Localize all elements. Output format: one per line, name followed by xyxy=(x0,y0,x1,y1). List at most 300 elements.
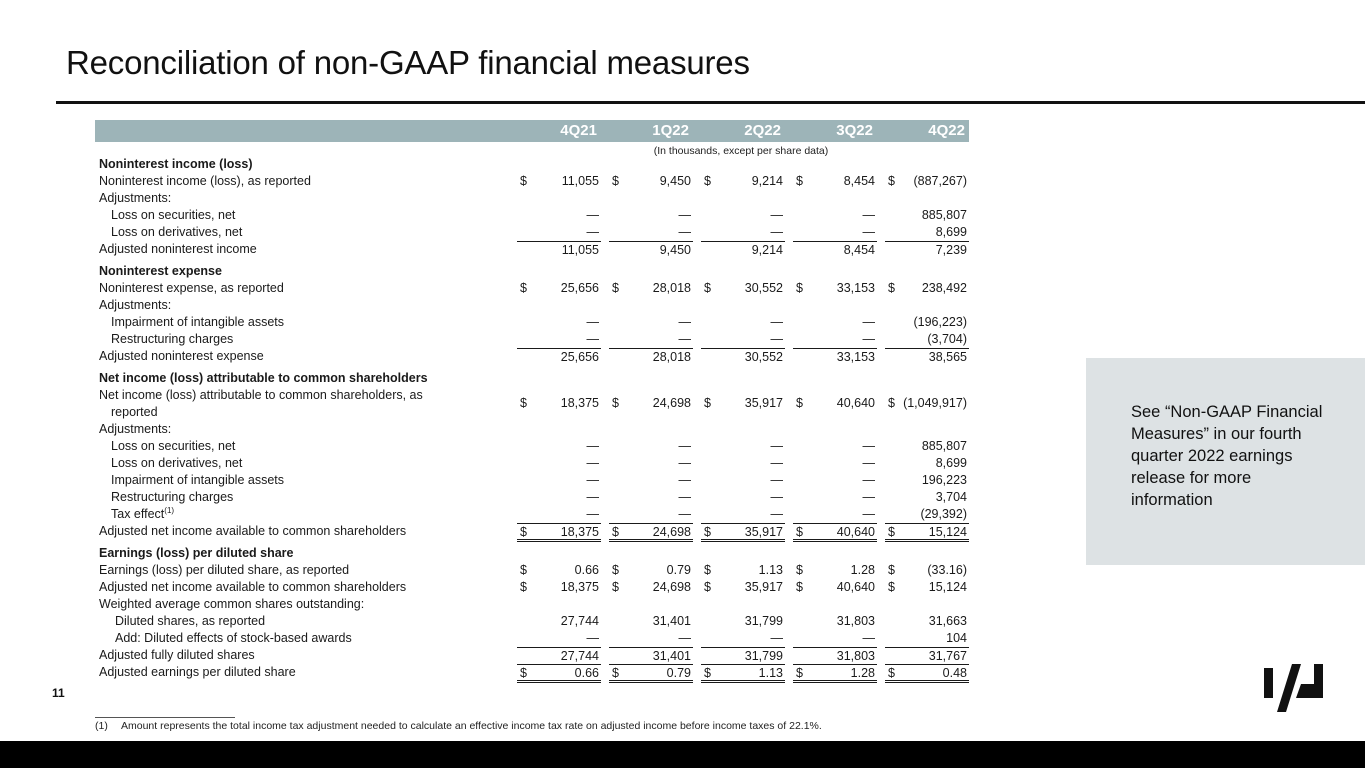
row-label-text: Adjustments: xyxy=(99,191,172,205)
value-2q22: — xyxy=(770,490,783,504)
table-row xyxy=(95,630,969,647)
value-cell xyxy=(701,455,785,472)
column-header-1q22: 1Q22 xyxy=(652,122,689,139)
value-1q22: — xyxy=(678,315,691,329)
value-3q22: — xyxy=(862,332,875,346)
value-4q22: 0.48 xyxy=(942,666,967,680)
row-label xyxy=(99,241,257,258)
row-label-text: Loss on derivatives, net xyxy=(111,225,243,239)
value-cell xyxy=(701,314,785,331)
value-1q22: — xyxy=(678,507,691,521)
value-cell xyxy=(885,207,969,224)
currency-symbol: $ xyxy=(520,396,527,410)
value-4q22: 196,223 xyxy=(921,473,967,487)
value-1q22: — xyxy=(678,208,691,222)
value-cell xyxy=(701,331,785,348)
footnote-number: (1) xyxy=(95,720,108,732)
value-cell xyxy=(885,241,969,258)
value-3q22: 40,640 xyxy=(836,396,875,410)
row-label-text: Loss on securities, net xyxy=(111,208,236,222)
logo-slash xyxy=(1277,664,1301,712)
value-4q22: (33.16) xyxy=(927,563,967,577)
value-cell xyxy=(701,472,785,489)
value-cell xyxy=(517,280,601,297)
value-2q22: — xyxy=(770,473,783,487)
logo-base xyxy=(1296,684,1314,698)
value-cell xyxy=(701,562,785,579)
value-cell xyxy=(885,647,969,664)
table-row xyxy=(95,506,969,523)
value-cell xyxy=(793,664,877,683)
row-label-text: Adjustments: xyxy=(99,422,172,436)
value-1q22: 28,018 xyxy=(652,281,691,295)
value-cell xyxy=(517,579,601,596)
currency-symbol: $ xyxy=(888,580,895,594)
company-logo-icon xyxy=(1262,660,1326,714)
value-cell xyxy=(701,579,785,596)
value-cell xyxy=(609,348,693,365)
value-4q22: 15,124 xyxy=(928,525,967,539)
currency-symbol: $ xyxy=(520,281,527,295)
row-label-text: Earnings (loss) per diluted share, as reported xyxy=(99,563,350,577)
row-label xyxy=(99,647,255,664)
currency-symbol: $ xyxy=(520,666,527,680)
value-cell xyxy=(517,331,601,348)
row-label-text: Noninterest income (loss) xyxy=(99,157,253,171)
row-label-text: Adjusted fully diluted shares xyxy=(99,648,255,662)
row-label xyxy=(99,562,349,579)
value-4q21: 11,055 xyxy=(561,243,599,257)
value-cell xyxy=(701,395,785,412)
value-cell xyxy=(701,173,785,190)
currency-symbol: $ xyxy=(888,174,895,188)
page-number: 11 xyxy=(52,686,65,700)
table-row xyxy=(95,647,969,664)
row-label-text: Tax effect xyxy=(111,507,165,521)
row-label xyxy=(99,297,171,314)
value-4q21: 27,744 xyxy=(560,614,599,628)
value-cell xyxy=(793,207,877,224)
row-label xyxy=(111,455,242,472)
value-2q22: 31,799 xyxy=(744,649,783,663)
value-cell xyxy=(609,314,693,331)
currency-symbol: $ xyxy=(796,396,803,410)
value-cell xyxy=(885,395,969,412)
value-cell xyxy=(793,173,877,190)
value-cell xyxy=(885,489,969,506)
value-cell xyxy=(609,207,693,224)
value-cell xyxy=(793,455,877,472)
value-cell xyxy=(517,224,601,241)
table-row xyxy=(95,331,969,348)
currency-symbol: $ xyxy=(612,563,619,577)
value-3q22: — xyxy=(862,507,875,521)
currency-symbol: $ xyxy=(612,281,619,295)
value-cell xyxy=(793,224,877,241)
value-cell xyxy=(793,562,877,579)
value-cell xyxy=(885,562,969,579)
value-cell xyxy=(793,280,877,297)
row-label-continued: reported xyxy=(111,405,158,419)
value-cell xyxy=(793,314,877,331)
currency-symbol: $ xyxy=(888,666,895,680)
value-3q22: — xyxy=(862,315,875,329)
row-label-text: Impairment of intangible assets xyxy=(111,473,285,487)
value-2q22: 31,799 xyxy=(744,614,783,628)
value-4q21: — xyxy=(586,208,599,222)
row-label-text: Restructuring charges xyxy=(111,490,234,504)
value-cell xyxy=(517,348,601,365)
value-cell xyxy=(609,562,693,579)
row-label xyxy=(111,314,284,331)
value-cell xyxy=(701,241,785,258)
value-4q21: — xyxy=(586,439,599,453)
value-cell xyxy=(701,647,785,664)
value-4q21: — xyxy=(586,473,599,487)
value-cell xyxy=(517,647,601,664)
value-2q22: 9,214 xyxy=(751,243,783,257)
value-3q22: 33,153 xyxy=(836,281,875,295)
currency-symbol: $ xyxy=(888,563,895,577)
value-cell xyxy=(793,438,877,455)
value-1q22: — xyxy=(678,631,691,645)
value-cell xyxy=(517,395,601,412)
value-4q21: — xyxy=(586,332,599,346)
value-cell xyxy=(517,241,601,258)
value-4q21: 27,744 xyxy=(560,649,599,663)
currency-symbol: $ xyxy=(796,174,803,188)
value-4q22: (196,223) xyxy=(913,315,967,329)
value-cell xyxy=(609,280,693,297)
row-label-text: Net income (loss) attributable to common shareholders, as xyxy=(99,388,423,402)
currency-symbol: $ xyxy=(888,281,895,295)
value-1q22: 24,698 xyxy=(652,580,691,594)
value-3q22: — xyxy=(862,225,875,239)
value-2q22: 1.13 xyxy=(758,563,783,577)
value-4q21: — xyxy=(586,315,599,329)
currency-symbol: $ xyxy=(704,281,711,295)
value-cell xyxy=(701,506,785,523)
value-4q22: 885,807 xyxy=(921,439,967,453)
footnote xyxy=(95,720,822,732)
table-row xyxy=(95,421,969,438)
row-label-text: Add: Diluted effects of stock-based awards xyxy=(115,631,352,645)
value-4q22: (1,049,917) xyxy=(903,396,967,410)
value-cell xyxy=(885,523,969,542)
value-3q22: 8,454 xyxy=(843,174,875,188)
value-cell xyxy=(701,207,785,224)
value-3q22: 40,640 xyxy=(836,580,875,594)
section-heading-row xyxy=(95,263,969,280)
table-header xyxy=(95,120,969,142)
value-3q22: 8,454 xyxy=(843,243,875,257)
table-row xyxy=(95,241,969,258)
value-cell xyxy=(793,472,877,489)
value-3q22: 31,803 xyxy=(836,614,875,628)
table-row xyxy=(95,387,969,421)
value-cell xyxy=(701,664,785,683)
value-cell xyxy=(609,523,693,542)
currency-symbol: $ xyxy=(612,174,619,188)
value-cell xyxy=(517,562,601,579)
table-row xyxy=(95,348,969,365)
value-4q21: — xyxy=(586,490,599,504)
value-cell xyxy=(609,241,693,258)
value-1q22: 28,018 xyxy=(652,350,691,364)
row-label xyxy=(111,331,233,348)
value-1q22: 31,401 xyxy=(652,649,691,663)
row-label xyxy=(111,472,284,489)
value-cell xyxy=(793,647,877,664)
value-2q22: 35,917 xyxy=(744,525,783,539)
currency-symbol: $ xyxy=(888,396,895,410)
value-1q22: 9,450 xyxy=(659,243,691,257)
logo-left-bar xyxy=(1264,668,1273,698)
page-title: Reconciliation of non-GAAP financial measures xyxy=(66,44,750,81)
value-cell xyxy=(517,664,601,683)
value-cell xyxy=(793,523,877,542)
section-heading-row xyxy=(95,370,969,387)
value-3q22: — xyxy=(862,490,875,504)
footnote-divider xyxy=(95,717,235,718)
value-cell xyxy=(793,579,877,596)
table-row xyxy=(95,579,969,596)
value-cell xyxy=(517,506,601,523)
currency-symbol: $ xyxy=(612,525,619,539)
value-4q22: 885,807 xyxy=(921,208,967,222)
value-1q22: — xyxy=(678,490,691,504)
value-cell xyxy=(793,613,877,630)
row-label xyxy=(115,613,265,630)
value-cell xyxy=(701,489,785,506)
currency-symbol: $ xyxy=(612,396,619,410)
currency-symbol: $ xyxy=(704,174,711,188)
value-cell xyxy=(609,664,693,683)
value-1q22: 0.79 xyxy=(666,563,691,577)
column-header-3q22: 3Q22 xyxy=(836,122,873,139)
row-label-text: Adjustments: xyxy=(99,298,172,312)
value-3q22: — xyxy=(862,439,875,453)
value-2q22: — xyxy=(770,507,783,521)
row-label-text: Diluted shares, as reported xyxy=(115,614,266,628)
table-row xyxy=(95,438,969,455)
currency-symbol: $ xyxy=(796,666,803,680)
value-cell xyxy=(701,613,785,630)
row-label xyxy=(111,224,242,241)
row-label-text: Weighted average common shares outstanding: xyxy=(99,597,365,611)
value-2q22: 35,917 xyxy=(744,580,783,594)
value-2q22: — xyxy=(770,439,783,453)
value-cell xyxy=(793,241,877,258)
row-label-text: Earnings (loss) per diluted share xyxy=(99,546,294,560)
value-4q21: 18,375 xyxy=(560,396,599,410)
value-cell xyxy=(885,314,969,331)
value-3q22: 40,640 xyxy=(836,525,875,539)
currency-symbol: $ xyxy=(612,580,619,594)
value-4q21: — xyxy=(586,225,599,239)
value-cell xyxy=(609,455,693,472)
value-cell xyxy=(609,647,693,664)
value-2q22: 9,214 xyxy=(751,174,783,188)
row-label xyxy=(99,387,423,421)
value-cell xyxy=(609,489,693,506)
value-2q22: — xyxy=(770,315,783,329)
value-cell xyxy=(517,314,601,331)
table-row xyxy=(95,280,969,297)
value-cell xyxy=(885,173,969,190)
value-3q22: 1.28 xyxy=(850,666,875,680)
value-cell xyxy=(609,438,693,455)
value-1q22: — xyxy=(678,225,691,239)
value-4q22: (3,704) xyxy=(927,332,967,346)
value-cell xyxy=(701,224,785,241)
value-4q21: 0.66 xyxy=(574,666,599,680)
sidebar-note-box xyxy=(1086,358,1365,565)
value-2q22: — xyxy=(770,456,783,470)
value-cell xyxy=(609,613,693,630)
value-cell xyxy=(517,472,601,489)
table-row xyxy=(95,190,969,207)
value-4q22: 104 xyxy=(946,631,967,645)
table-row xyxy=(95,472,969,489)
row-label xyxy=(99,348,264,365)
value-4q22: 8,699 xyxy=(935,225,967,239)
currency-symbol: $ xyxy=(520,174,527,188)
row-label-text: Loss on securities, net xyxy=(111,439,236,453)
value-2q22: 30,552 xyxy=(744,281,783,295)
value-cell xyxy=(793,630,877,647)
currency-symbol: $ xyxy=(704,525,711,539)
value-3q22: — xyxy=(862,208,875,222)
row-label xyxy=(115,630,352,647)
column-header-2q22: 2Q22 xyxy=(744,122,781,139)
value-cell xyxy=(885,438,969,455)
row-label-text: Noninterest income (loss), as reported xyxy=(99,174,311,188)
value-cell xyxy=(885,331,969,348)
value-cell xyxy=(517,630,601,647)
value-cell xyxy=(609,579,693,596)
row-label xyxy=(99,263,222,280)
column-header-4q22: 4Q22 xyxy=(928,122,965,139)
section-heading-row xyxy=(95,545,969,562)
value-cell xyxy=(517,207,601,224)
row-label-text: Impairment of intangible assets xyxy=(111,315,285,329)
table-row xyxy=(95,224,969,241)
row-label-text: Adjusted net income available to common shareholders xyxy=(99,524,407,538)
row-label xyxy=(99,280,284,297)
currency-symbol: $ xyxy=(704,563,711,577)
value-4q21: — xyxy=(586,456,599,470)
value-cell xyxy=(885,630,969,647)
value-cell xyxy=(793,489,877,506)
currency-symbol: $ xyxy=(888,525,895,539)
currency-symbol: $ xyxy=(796,525,803,539)
row-label-text: Adjusted noninterest income xyxy=(99,242,257,256)
row-label xyxy=(99,664,296,681)
value-4q21: 18,375 xyxy=(560,580,599,594)
row-label-text: Noninterest expense xyxy=(99,264,222,278)
value-cell xyxy=(885,579,969,596)
sidebar-note-text: See “Non-GAAP Financial Measures” in our fourth quarter 2022 earnings release for more information xyxy=(1131,403,1323,509)
table-row xyxy=(95,523,969,540)
value-3q22: 1.28 xyxy=(850,563,875,577)
value-cell xyxy=(701,523,785,542)
currency-symbol: $ xyxy=(796,563,803,577)
value-4q22: (887,267) xyxy=(913,174,967,188)
logo-right-bar xyxy=(1314,664,1323,698)
currency-symbol: $ xyxy=(704,580,711,594)
value-2q22: — xyxy=(770,332,783,346)
value-cell xyxy=(609,395,693,412)
value-2q22: 30,552 xyxy=(744,350,783,364)
table-row xyxy=(95,664,969,681)
section-heading-row xyxy=(95,156,969,173)
value-4q21: 25,656 xyxy=(560,281,599,295)
value-cell xyxy=(701,438,785,455)
value-2q22: — xyxy=(770,208,783,222)
row-label-text: Restructuring charges xyxy=(111,332,234,346)
table-row xyxy=(95,613,969,630)
value-cell xyxy=(885,613,969,630)
value-3q22: — xyxy=(862,473,875,487)
currency-symbol: $ xyxy=(520,525,527,539)
table-row xyxy=(95,173,969,190)
value-cell xyxy=(517,438,601,455)
value-cell xyxy=(701,280,785,297)
currency-symbol: $ xyxy=(796,580,803,594)
value-1q22: 24,698 xyxy=(652,525,691,539)
row-label xyxy=(111,438,235,455)
value-cell xyxy=(701,348,785,365)
row-label-text: Adjusted net income available to common shareholders xyxy=(99,580,407,594)
value-4q22: 38,565 xyxy=(928,350,967,364)
row-label-text: Loss on derivatives, net xyxy=(111,456,243,470)
units-note: (In thousands, except per share data) xyxy=(653,145,829,157)
value-2q22: — xyxy=(770,225,783,239)
value-2q22: 1.13 xyxy=(758,666,783,680)
value-1q22: 9,450 xyxy=(659,174,691,188)
table-row xyxy=(95,207,969,224)
value-3q22: 31,803 xyxy=(836,649,875,663)
value-4q21: 18,375 xyxy=(560,525,599,539)
value-cell xyxy=(885,472,969,489)
value-4q22: 31,767 xyxy=(928,649,967,663)
row-label xyxy=(99,421,171,438)
footnote-reference: (1) xyxy=(164,505,175,515)
footnote-text: Amount represents the total income tax adjustment needed to calculate an effective income tax rate on adjusted income before income taxes of 22.1%. xyxy=(121,720,822,732)
currency-symbol: $ xyxy=(796,281,803,295)
row-label-text: Adjusted earnings per diluted share xyxy=(99,665,296,679)
currency-symbol: $ xyxy=(612,666,619,680)
currency-symbol: $ xyxy=(520,563,527,577)
table-row xyxy=(95,596,969,613)
value-cell xyxy=(517,613,601,630)
row-label xyxy=(99,190,171,207)
value-cell xyxy=(609,630,693,647)
bottom-bar xyxy=(0,741,1365,768)
value-cell xyxy=(609,224,693,241)
value-4q22: 238,492 xyxy=(921,281,967,295)
value-4q21: 25,656 xyxy=(560,350,599,364)
value-3q22: — xyxy=(862,631,875,645)
value-cell xyxy=(517,173,601,190)
value-cell xyxy=(793,395,877,412)
row-label-text: Noninterest expense, as reported xyxy=(99,281,284,295)
row-label xyxy=(99,596,364,613)
currency-symbol: $ xyxy=(520,580,527,594)
row-label xyxy=(111,506,174,523)
table-row xyxy=(95,314,969,331)
